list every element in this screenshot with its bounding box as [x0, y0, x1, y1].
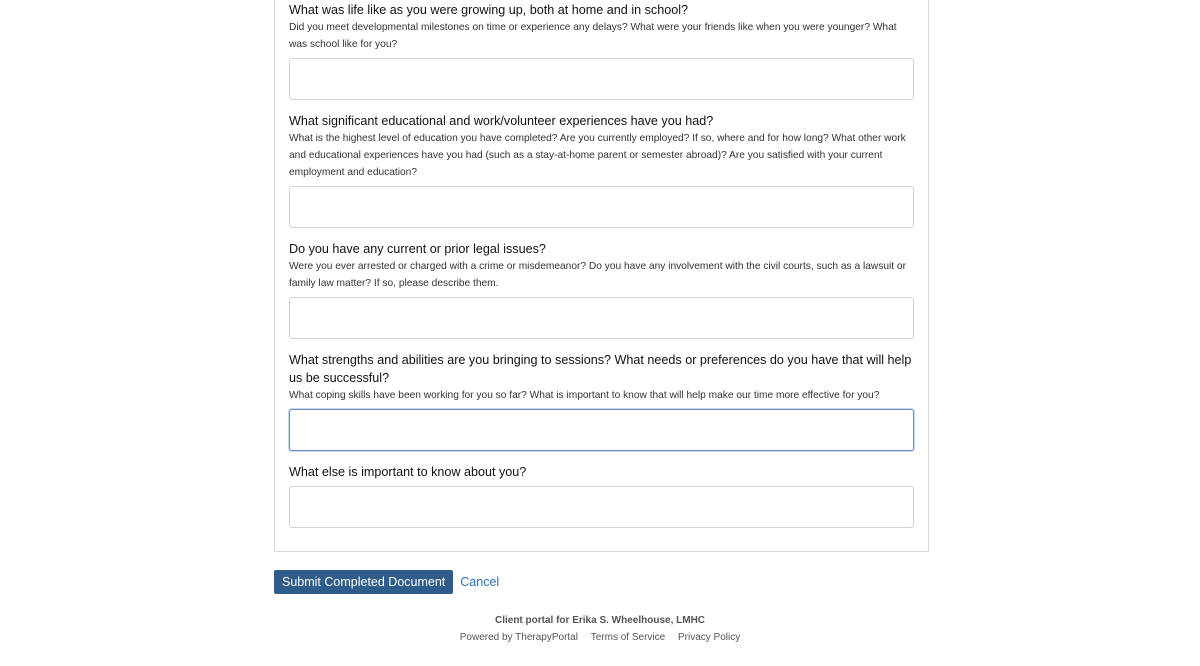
answer-strengths-field[interactable] [289, 409, 914, 451]
question-title: Do you have any current or prior legal issues? [289, 242, 546, 256]
answer-else-important-field[interactable] [289, 486, 914, 528]
question-help: What is the highest level of education you have completed? Are you currently employed? If so, where and for how long? What other work and educational experiences have you had (such as a stay-at-home parent or semester abroad)? Are you satisfied with your current employment and education? [289, 133, 906, 178]
question-education-work [289, 112, 914, 228]
footer-links [0, 632, 1200, 643]
question-help: Were you ever arrested or charged with a crime or misdemeanor? Do you have any involvement with the civil courts, such as a lawsuit or family law matter? If so, please describe them. [289, 261, 906, 289]
footer-portal-title: Client portal for Erika S. Wheelhouse, LMHC [494, 615, 706, 626]
question-growing-up [289, 1, 914, 100]
question-else-important [289, 463, 914, 528]
answer-legal-issues-field[interactable] [289, 297, 914, 339]
question-strengths [289, 351, 914, 451]
question-title: What was life like as you were growing up, both at home and in school? [289, 3, 689, 17]
privacy-policy-link[interactable]: Privacy Policy [678, 632, 741, 643]
answer-education-work-field[interactable] [289, 186, 914, 228]
powered-by-link[interactable]: Powered by TherapyPortal [459, 632, 578, 643]
question-legal-issues [289, 240, 914, 339]
question-help: What coping skills have been working for you so far? What is important to know that will help make our time more effective for you? [289, 390, 880, 401]
answer-growing-up-field[interactable] [289, 58, 914, 100]
terms-of-service-link[interactable]: Terms of Service [590, 632, 666, 643]
question-help: Did you meet developmental milestones on time or experience any delays? What were your friends like when you were younger? What was school like for you? [289, 22, 897, 50]
cancel-link[interactable]: Cancel [460, 575, 500, 589]
submit-document-button[interactable]: Submit Completed Document [274, 570, 453, 594]
question-title: What significant educational and work/volunteer experiences have you had? [289, 114, 714, 128]
footer [0, 614, 1200, 643]
form-actions [274, 570, 499, 594]
question-title: What else is important to know about you? [289, 465, 527, 479]
question-title: What strengths and abilities are you bringing to sessions? What needs or preferences do you have that will help us be successful? [289, 353, 912, 385]
